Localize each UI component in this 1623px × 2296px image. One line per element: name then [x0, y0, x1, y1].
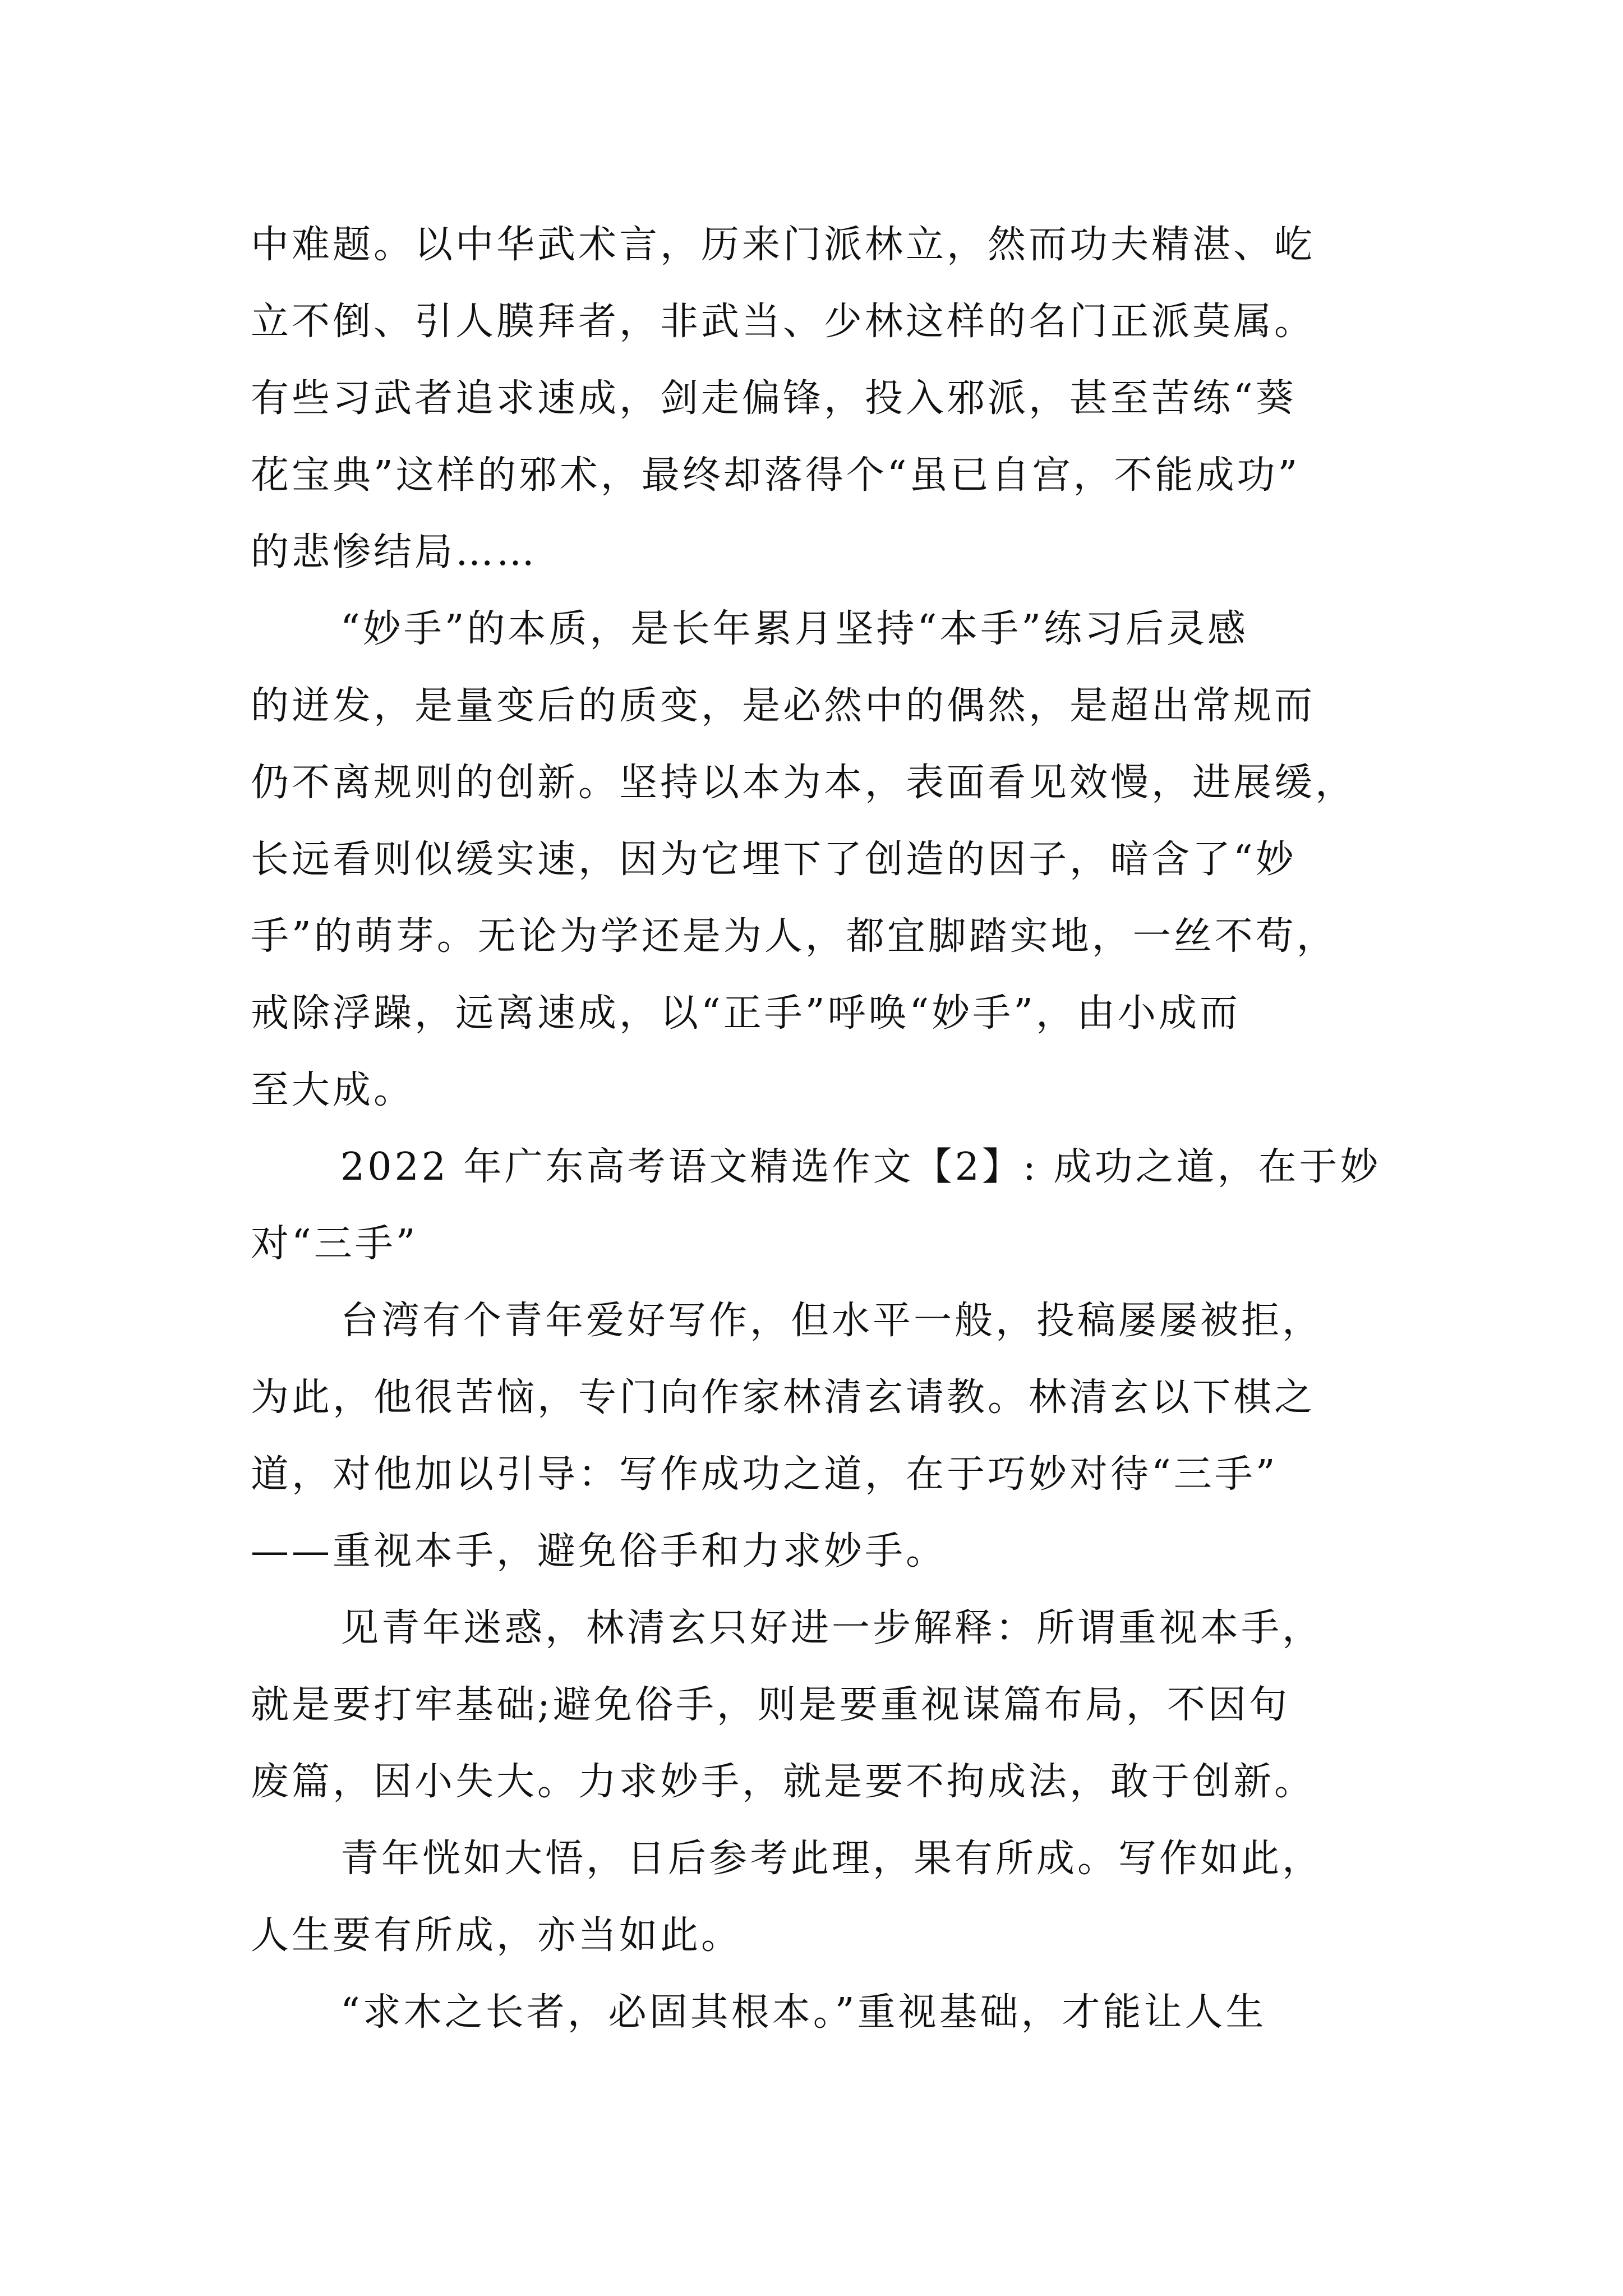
- paragraph-start-line: 青年恍如大悟，日后参考此理，果有所成。写作如此，: [340, 1837, 1324, 1881]
- text-line: 至大成。: [251, 1068, 415, 1112]
- text-line: 戒除浮躁，远离速成，以“正手”呼唤“妙手”，由小成而: [251, 991, 1241, 1036]
- paragraph-start-line: 见青年迷惑，林清玄只好进一步解释：所谓重视本手，: [340, 1606, 1324, 1650]
- text-line: 人生要有所成，亦当如此。: [251, 1913, 743, 1958]
- essay-title-line: 2022 年广东高考语文精选作文【2】: 成功之道，在于妙: [340, 1145, 1381, 1189]
- text-line: 道，对他加以引导：写作成功之道，在于巧妙对待“三手”: [251, 1452, 1278, 1497]
- body-text: [251, 206, 1381, 2051]
- text-line: 废篇，因小失大。力求妙手，就是要不拘成法，敢于创新。: [251, 1760, 1316, 1804]
- text-line: ——重视本手，避免俗手和力求妙手。: [251, 1529, 947, 1573]
- text-line: 就是要打牢基础;避免俗手，则是要重视谋篇布局，不因句: [251, 1683, 1290, 1727]
- text-line: 长远看则似缓实速，因为它埋下了创造的因子，暗含了“妙: [251, 838, 1297, 882]
- text-line: 仍不离规则的创新。坚持以本为本，表面看见效慢，进展缓，: [251, 761, 1357, 805]
- text-line: 中难题。以中华武术言，历来门派林立，然而功夫精湛、屹: [251, 223, 1316, 267]
- paragraph-start-line: “妙手”的本质，是长年累月坚持“本手”练习后灵感: [340, 607, 1249, 651]
- essay-title-line: 对“三手”: [251, 1222, 418, 1266]
- text-line: 有些习武者追求速成，剑走偏锋，投入邪派，甚至苦练“葵: [251, 376, 1297, 421]
- text-line: 手”的萌芽。无论为学还是为人，都宜脚踏实地，一丝不苟，: [251, 914, 1338, 959]
- paragraph-start-line: “求木之长者，必固其根本。”重视基础，才能让人生: [340, 1990, 1267, 2035]
- text-line: 为此，他很苦恼，专门向作家林清玄请教。林清玄以下棋之: [251, 1375, 1316, 1420]
- text-line: 的迸发，是量变后的质变，是必然中的偶然，是超出常规而: [251, 684, 1316, 728]
- paragraph-start-line: 台湾有个青年爱好写作，但水平一般，投稿屡屡被拒，: [340, 1299, 1324, 1343]
- text-line: 的悲惨结局……: [251, 530, 538, 574]
- text-line: 花宝典”这样的邪术，最终却落得个“虽已自宫，不能成功”: [251, 453, 1301, 498]
- text-line: 立不倒、引人膜拜者，非武当、少林这样的名门正派莫属。: [251, 300, 1316, 344]
